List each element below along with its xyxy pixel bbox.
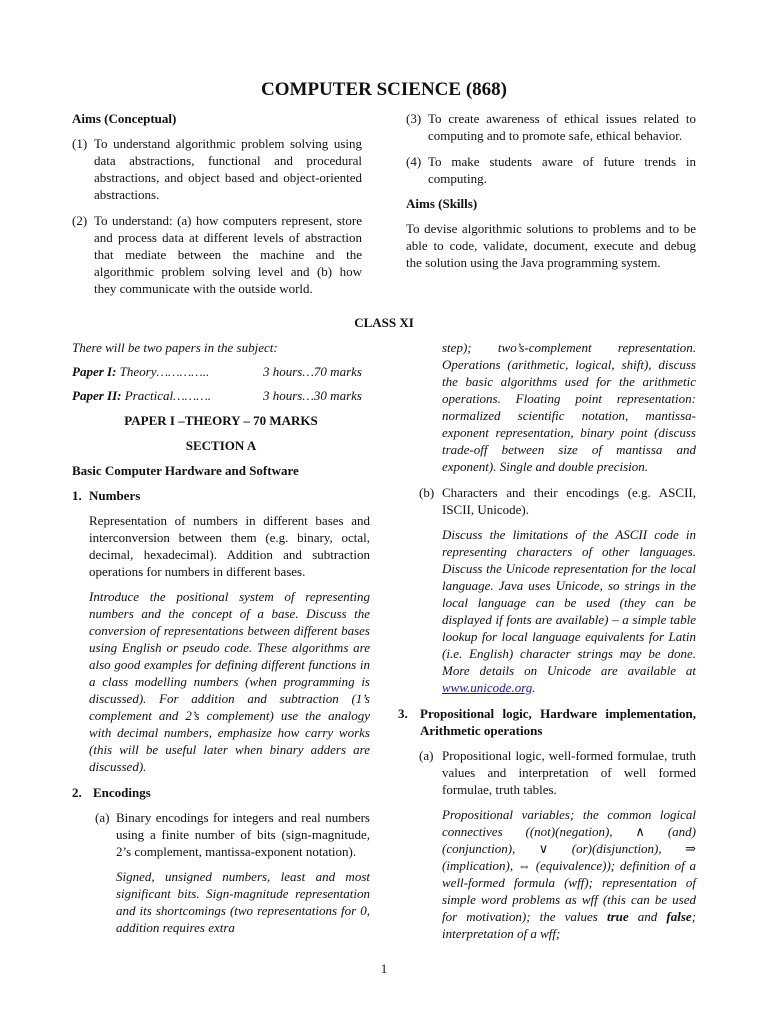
aim-item-3 (406, 110, 696, 144)
numbers-text: Representation of numbers in different bases and interconversion between them (e.g. binary, octal, decimal, hexadecimal). Addition and subtraction operations for numbers in different bases. (89, 513, 370, 579)
propositional-a-text: Propositional logic, well-formed formulae, truth values and interpretation of well formed formulae, truth tables. (442, 748, 696, 797)
propositional-heading-row (398, 705, 696, 739)
paper-2-label: Paper II: (72, 388, 122, 403)
paper-1-row (72, 363, 370, 380)
propositional-note-part-1: Propositional variables; the common logical connectives ((not)(negation), ∧ (and)(conjunction), ∨ (or)(disjunction), ⇒ (implication), ⇔ (equivalence)); definition of a well-formed formula (wff); representation of simple word problems as wff (this can be used for motivation); the values (442, 807, 696, 924)
aim-text: To make students aware of future trends in computing. (428, 154, 696, 186)
paper-1-label: Paper I: (72, 364, 117, 379)
section-heading: SECTION A (185, 438, 257, 453)
encodings-a-text: Binary encodings for integers and real numbers using a finite number of bits (sign-magnitude, 2’s complement, mantissa-exponent notation). (116, 810, 370, 859)
propositional-a-note (398, 806, 696, 942)
paper-heading: PAPER I –THEORY – 70 MARKS (124, 413, 318, 428)
topic-heading: Basic Computer Hardware and Software (72, 463, 299, 478)
page-number: 1 (380, 961, 388, 976)
propositional-item-a (419, 747, 696, 798)
encodings-a-label: (a) (95, 810, 110, 825)
encodings-b-note-text: Discuss the limitations of the ASCII code in representing characters of other languages. Discuss the Unicode representation for the local language. Java uses Unicode, so strings in the local language can be used (they can be displayed if fonts are available) – a simple table lookup for local language equivalents for Latin (i.e. English) character strings may be done. More details on Unicode are available at (442, 527, 696, 678)
encodings-item-a (95, 809, 370, 860)
aims-conceptual-section (72, 110, 362, 297)
papers-intro: There will be two papers in the subject: (72, 340, 278, 355)
aim-item-1 (72, 135, 362, 203)
numbers-note: Introduce the positional system of representing numbers and the concept of a base. Discuss the conversion of representations between different bases using English or pseudo code. These algorithms are also good examples for defining different functions in a class modelling numbers (when programming is discussed). For addition and subtraction (1’s complement and 2’s complement) use the analogy with decimal numbers, emphasize how carry works (this will be useful later when binary adders are discussed). (89, 589, 370, 774)
aims-skills-heading: Aims (Skills) (406, 196, 478, 211)
paper-2-marks: 3 hours…30 marks (263, 388, 362, 403)
propositional-number: 3. (398, 706, 408, 721)
unicode-link[interactable]: www.unicode.org (442, 680, 533, 695)
encodings-number: 2. (72, 785, 82, 800)
paper-2-row (72, 387, 370, 404)
encodings-b-note (398, 526, 696, 696)
propositional-note-and: and (628, 909, 667, 924)
encodings-heading: Encodings (93, 785, 151, 800)
aim-item-2 (72, 212, 362, 297)
left-column (72, 339, 370, 936)
aim-number: (1) (72, 136, 88, 151)
encodings-heading-row (72, 784, 370, 801)
aim-number: (3) (406, 111, 422, 126)
propositional-note-part-2: ; interpretation of a wff; (442, 909, 697, 941)
aim-text: To create awareness of ethical issues related to computing and to promote safe, ethical behavior. (428, 111, 696, 143)
aims-skills-text: To devise algorithmic solutions to problems and to be able to code, validate, document, execute and debug the solution using the Java programming system. (406, 221, 696, 270)
encodings-item-b (419, 484, 696, 518)
false-keyword: false (666, 909, 692, 924)
class-heading: CLASS XI (354, 315, 414, 330)
encodings-b-label: (b) (419, 485, 435, 500)
encodings-a-note-continued: step); two’s-complement representation. Operations (arithmetic, logical, shift), discuss the basic algorithms used for the arithmetic operations. Floating point representation: normalized scientific notation, mantissa-exponent representation, binary point (discuss trade-off between size of mantissa and exponent). Single and double precision. (442, 340, 696, 474)
page-title: COMPUTER SCIENCE (868) (261, 79, 507, 100)
paper-1-marks: 3 hours…70 marks (263, 364, 362, 379)
numbers-heading: Numbers (89, 488, 141, 503)
aim-number: (2) (72, 213, 88, 228)
aims-conceptual-heading: Aims (Conceptual) (72, 111, 177, 126)
encodings-b-text: Characters and their encodings (e.g. ASCII, ISCII, Unicode). (442, 485, 696, 517)
aim-text: To understand algorithmic problem solving using data abstractions, functional and procedural abstractions, and object based and object-oriented abstractions. (94, 136, 362, 202)
propositional-a-label: (a) (419, 748, 434, 763)
right-column (398, 339, 696, 942)
aim-item-4 (406, 153, 696, 187)
aims-right-section (406, 110, 696, 271)
numbers-number: 1. (72, 488, 82, 503)
paper-2-name: Practical………. (124, 388, 212, 403)
paper-1-name: Theory………….. (119, 364, 210, 379)
encodings-a-note: Signed, unsigned numbers, least and most significant bits. Sign-magnitude representation and its shortcomings (two representations for 0, addition requires extra (116, 869, 370, 935)
propositional-heading: Propositional logic, Hardware implementation, Arithmetic operations (420, 706, 696, 738)
aim-number: (4) (406, 154, 422, 169)
true-keyword: true (607, 909, 629, 924)
numbers-heading-row (72, 487, 370, 504)
aim-text: To understand: (a) how computers represent, store and process data at different levels of abstraction that mediate between the machine and the algorithmic problem solving level and (b) how they communicate with the outside world. (94, 213, 362, 296)
encodings-b-note-end: . (532, 680, 536, 695)
